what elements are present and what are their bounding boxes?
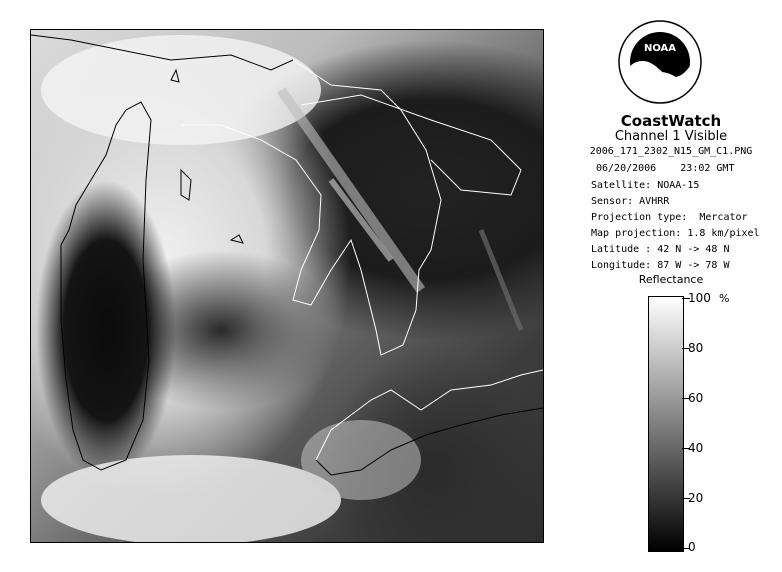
svg-text:NOAA: NOAA	[643, 43, 677, 54]
cloud-band	[41, 35, 321, 145]
island	[181, 170, 191, 200]
colorbar-tick-label: 80	[688, 341, 704, 355]
latitude-info: Latitude : 42 N -> 48 N	[591, 244, 730, 255]
cloud-band	[301, 420, 421, 500]
colorbar-tick-label: 0	[688, 540, 696, 554]
island	[231, 235, 243, 243]
colorbar-tick-label: 40	[688, 441, 704, 455]
colorbar-tick-label: 100	[688, 291, 711, 305]
reflectance-colorbar	[648, 296, 684, 552]
acquisition-datetime: 06/20/2006 23:02 GMT	[596, 163, 735, 174]
legend-unit: %	[719, 292, 730, 305]
colorbar-tick-label: 20	[688, 491, 704, 505]
colorbar-tick-label: 60	[688, 391, 704, 405]
map-projection-info: Map projection: 1.8 km/pixel	[591, 228, 760, 239]
legend-title: Reflectance	[638, 273, 704, 286]
longitude-info: Longitude: 87 W -> 78 W	[591, 260, 730, 271]
noaa-logo-icon	[618, 20, 702, 104]
contrail	[281, 90, 421, 290]
satellite-info: Satellite: NOAA-15	[591, 180, 700, 191]
image-filename: 2006_171_2302_N15_GM_C1.PNG	[589, 146, 753, 157]
projection-type-info: Projection type: Mercator	[591, 212, 748, 223]
lake-michigan-coastline	[61, 102, 151, 470]
contrail	[481, 230, 521, 330]
contrail	[331, 180, 391, 260]
coastline-overlay	[31, 30, 543, 542]
sensor-info: Sensor: AVHRR	[591, 196, 670, 207]
satellite-image	[30, 29, 544, 543]
cloud-band	[41, 455, 341, 542]
app-title: CoastWatch	[620, 112, 722, 130]
channel-label: Channel 1 Visible	[614, 129, 728, 144]
